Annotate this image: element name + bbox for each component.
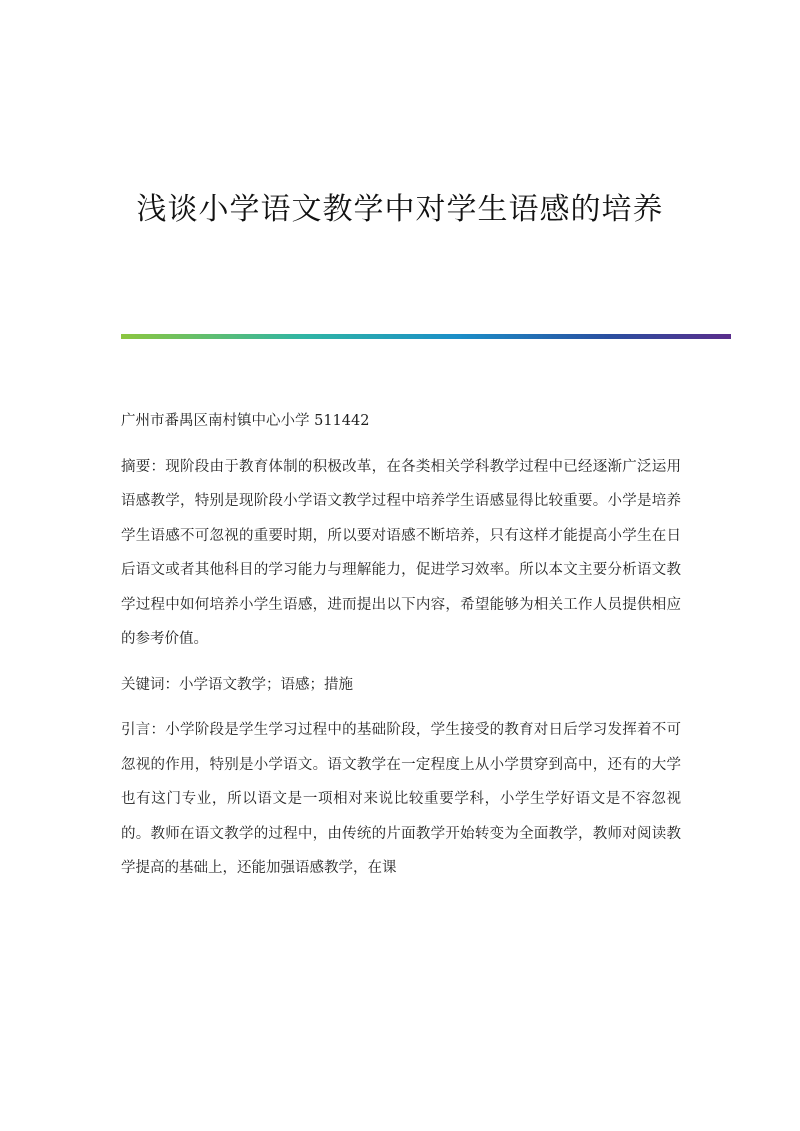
abstract-paragraph: 摘要：现阶段由于教育体制的积极改革，在各类相关学科教学过程中已经逐渐广泛运用语感教学，特别是现阶段小学语文教学过程中培养学生语感显得比较重要。小学是培养学生语感不可忽视的重要时期，所以要对语感不断培养，只有这样才能提高小学生在日后语文或者其他科目的学习能力与理解能力，促进学习效率。所以本文主要分析语文教学过程中如何培养小学生语感，进而提出以下内容，希望能够为相关工作人员提供相应的参考价值。 <box>121 458 681 647</box>
introduction-paragraph: 引言：小学阶段是学生学习过程中的基础阶段，学生接受的教育对日后学习发挥着不可忽视的作用，特别是小学语文。语文教学在一定程度上从小学贯穿到高中，还有的大学也有这门专业，所以语文是一项相对来说比较重要学科，小学生学好语文是不容忽视的。教师在语文教学的过程中，由传统的片面教学开始转变为全面教学，教师对阅读教学提高的基础上，还能加强语感教学，在课 <box>121 722 681 876</box>
document-body <box>121 404 681 897</box>
affiliation: 广州市番禺区南村镇中心小学 511442 <box>121 413 370 429</box>
title-divider <box>121 334 731 339</box>
document-title: 浅谈小学语文教学中对学生语感的培养 <box>136 192 664 227</box>
keywords-line: 关键词：小学语文教学；语感；措施 <box>121 676 353 693</box>
